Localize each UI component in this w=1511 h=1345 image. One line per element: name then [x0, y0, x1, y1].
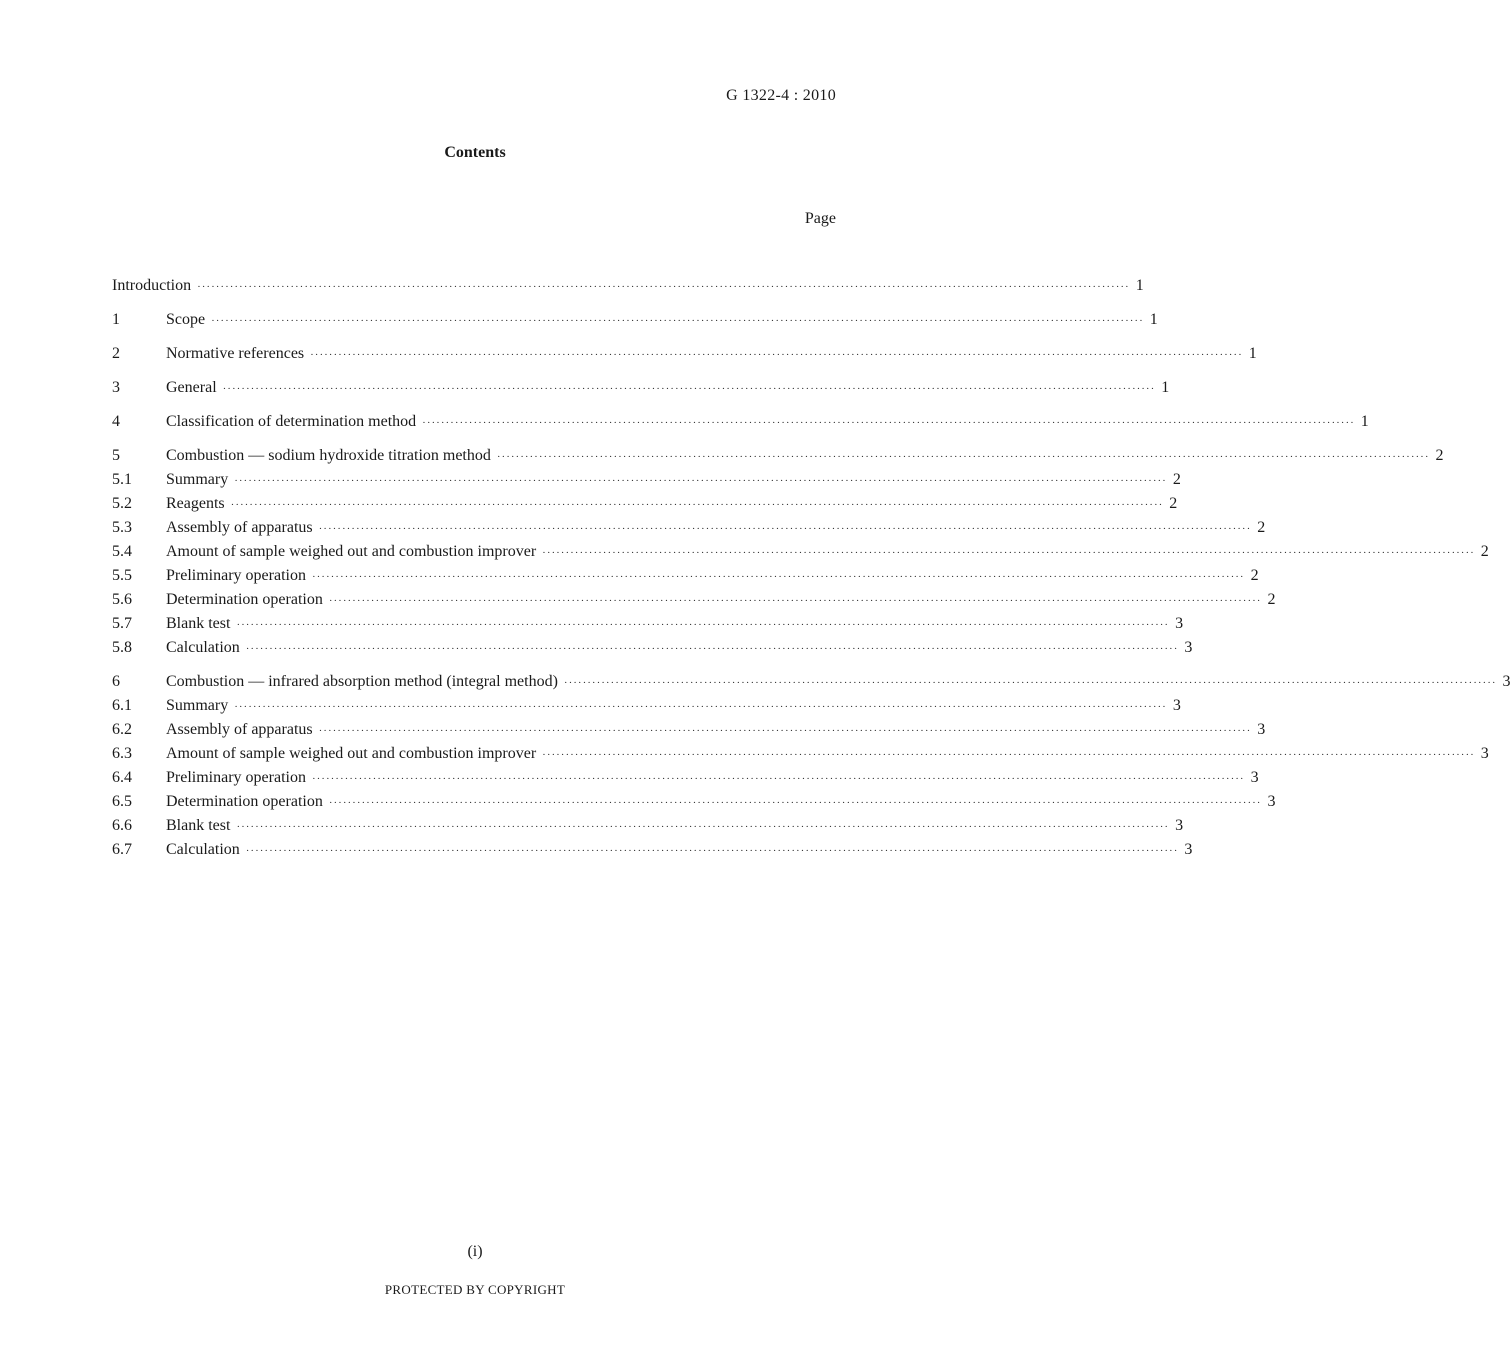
toc-leader-dots: ········································································································································································································	[211, 315, 1144, 327]
toc-leader-dots: ········································································································································································································	[328, 595, 1262, 607]
toc-entry-page: 2	[1169, 495, 1178, 512]
toc-entry[interactable]	[112, 540, 1489, 564]
toc-entry-page: 1	[1360, 413, 1369, 430]
page-column-label: Page	[804, 210, 836, 227]
toc-entry-page: 1	[1149, 311, 1158, 328]
toc-leader-dots: ········································································································································································································	[234, 475, 1167, 487]
toc-leader-dots: ········································································································································································································	[563, 677, 1497, 689]
table-of-contents	[112, 274, 1511, 872]
toc-entry-page: 3	[1502, 673, 1511, 690]
toc-entry-page: 3	[1267, 793, 1276, 810]
toc-leader-dots: ········································································································································································································	[236, 821, 1170, 833]
toc-entry-label: Classification of determination method	[166, 413, 417, 430]
toc-entry[interactable]	[112, 516, 1266, 540]
toc-entry-label: Determination operation	[166, 591, 323, 608]
toc-leader-dots: ········································································································································································································	[318, 523, 1252, 535]
copyright-notice: PROTECTED BY COPYRIGHT	[384, 1282, 566, 1297]
toc-group	[112, 308, 1158, 332]
toc-group	[112, 274, 1144, 298]
toc-entry-number: 5.4	[112, 543, 132, 560]
toc-group	[112, 410, 1369, 434]
toc-entry-label: Preliminary operation	[166, 567, 306, 584]
toc-entry-number: 6	[112, 673, 120, 690]
toc-entry[interactable]	[112, 790, 1276, 814]
toc-entry-label: Preliminary operation	[166, 769, 306, 786]
toc-leader-dots: ········································································································································································································	[197, 281, 1130, 293]
toc-entry-label: Determination operation	[166, 793, 323, 810]
toc-entry-number: 5	[112, 447, 120, 464]
toc-entry[interactable]	[112, 588, 1276, 612]
toc-entry-number: 2	[112, 345, 120, 362]
toc-entry[interactable]	[112, 492, 1178, 516]
toc-entry-number: 4	[112, 413, 120, 430]
toc-entry-page: 3	[1184, 639, 1193, 656]
toc-group	[112, 444, 1489, 660]
toc-entry-label: Normative references	[166, 345, 305, 362]
toc-leader-dots: ········································································································································································································	[234, 701, 1167, 713]
toc-leader-dots: ········································································································································································································	[328, 797, 1262, 809]
toc-entry[interactable]	[112, 838, 1193, 862]
toc-entry-page: 3	[1250, 769, 1259, 786]
toc-entry-number: 5.7	[112, 615, 132, 632]
toc-group	[112, 376, 1170, 400]
toc-leader-dots: ········································································································································································································	[236, 619, 1170, 631]
toc-entry-number: 6.5	[112, 793, 132, 810]
toc-leader-dots: ········································································································································································································	[311, 571, 1245, 583]
toc-entry-page: 3	[1480, 745, 1489, 762]
toc-entry-page: 3	[1175, 817, 1184, 834]
toc-entry[interactable]	[112, 742, 1489, 766]
footer-page-number: (i)	[467, 1243, 483, 1260]
toc-leader-dots: ········································································································································································································	[311, 773, 1245, 785]
toc-entry-page: 2	[1257, 519, 1266, 536]
toc-entry-number: 3	[112, 379, 120, 396]
toc-entry[interactable]	[112, 342, 1257, 366]
document-id: G 1322-4 : 2010	[726, 87, 836, 104]
toc-entry-label: Amount of sample weighed out and combustion improver	[166, 543, 537, 560]
toc-entry[interactable]	[112, 564, 1259, 588]
toc-entry[interactable]	[112, 670, 1511, 694]
toc-entry-number: 5.3	[112, 519, 132, 536]
toc-leader-dots: ········································································································································································································	[230, 499, 1164, 511]
toc-entry-label: Combustion — sodium hydroxide titration method	[166, 447, 491, 464]
toc-entry-number: 1	[112, 311, 120, 328]
toc-entry-label: Calculation	[166, 841, 240, 858]
toc-entry-label: Blank test	[166, 817, 231, 834]
toc-entry-number: 6.6	[112, 817, 132, 834]
toc-leader-dots: ········································································································································································································	[245, 845, 1179, 857]
toc-entry-number: 6.4	[112, 769, 132, 786]
toc-entry-label: Amount of sample weighed out and combustion improver	[166, 745, 537, 762]
page-title: Contents	[444, 144, 506, 161]
toc-entry[interactable]	[112, 612, 1184, 636]
toc-entry-label: Scope	[166, 311, 206, 328]
toc-leader-dots: ········································································································································································································	[318, 725, 1252, 737]
toc-entry-label: Summary	[166, 471, 229, 488]
toc-entry-page: 3	[1257, 721, 1266, 738]
toc-entry-page: 3	[1172, 697, 1181, 714]
toc-group	[112, 342, 1257, 366]
toc-leader-dots: ········································································································································································································	[496, 451, 1430, 463]
toc-entry-label: Calculation	[166, 639, 240, 656]
toc-entry-number: 5.1	[112, 471, 132, 488]
toc-entry-number: 5.8	[112, 639, 132, 656]
toc-entry[interactable]	[112, 718, 1266, 742]
toc-entry-number: 5.2	[112, 495, 132, 512]
toc-entry[interactable]	[112, 308, 1158, 332]
toc-entry-label: Introduction	[112, 277, 192, 294]
toc-entry[interactable]	[112, 694, 1181, 718]
toc-leader-dots: ········································································································································································································	[422, 417, 1355, 429]
toc-entry-label: Combustion — infrared absorption method (integral method)	[166, 673, 558, 690]
toc-entry-label: General	[166, 379, 217, 396]
toc-entry-page: 3	[1175, 615, 1184, 632]
toc-entry-number: 6.7	[112, 841, 132, 858]
toc-entry-number: 6.3	[112, 745, 132, 762]
toc-entry-number: 6.2	[112, 721, 132, 738]
toc-entry[interactable]	[112, 274, 1144, 298]
toc-leader-dots: ········································································································································································································	[542, 547, 1475, 559]
toc-entry[interactable]	[112, 410, 1369, 434]
toc-entry-page: 1	[1248, 345, 1257, 362]
toc-leader-dots: ········································································································································································································	[542, 749, 1475, 761]
toc-entry-page: 2	[1267, 591, 1276, 608]
toc-entry[interactable]	[112, 766, 1259, 790]
toc-entry-number: 5.5	[112, 567, 132, 584]
toc-entry-page: 3	[1184, 841, 1193, 858]
toc-entry[interactable]	[112, 444, 1444, 468]
toc-leader-dots: ········································································································································································································	[310, 349, 1243, 361]
toc-entry-page: 1	[1161, 379, 1170, 396]
toc-entry-page: 2	[1435, 447, 1444, 464]
toc-entry-label: Assembly of apparatus	[166, 519, 313, 536]
toc-entry[interactable]	[112, 376, 1170, 400]
toc-entry-page: 2	[1480, 543, 1489, 560]
toc-entry-page: 2	[1250, 567, 1259, 584]
toc-leader-dots: ········································································································································································································	[222, 383, 1156, 395]
toc-entry[interactable]	[112, 636, 1193, 660]
toc-leader-dots: ········································································································································································································	[245, 643, 1179, 655]
toc-entry-page: 1	[1135, 277, 1144, 294]
toc-entry[interactable]	[112, 468, 1181, 492]
toc-entry-number: 5.6	[112, 591, 132, 608]
toc-entry-label: Assembly of apparatus	[166, 721, 313, 738]
toc-entry-label: Reagents	[166, 495, 225, 512]
toc-entry-label: Summary	[166, 697, 229, 714]
toc-entry-page: 2	[1172, 471, 1181, 488]
toc-entry-label: Blank test	[166, 615, 231, 632]
toc-entry-number: 6.1	[112, 697, 132, 714]
toc-group	[112, 670, 1511, 862]
toc-entry[interactable]	[112, 814, 1184, 838]
